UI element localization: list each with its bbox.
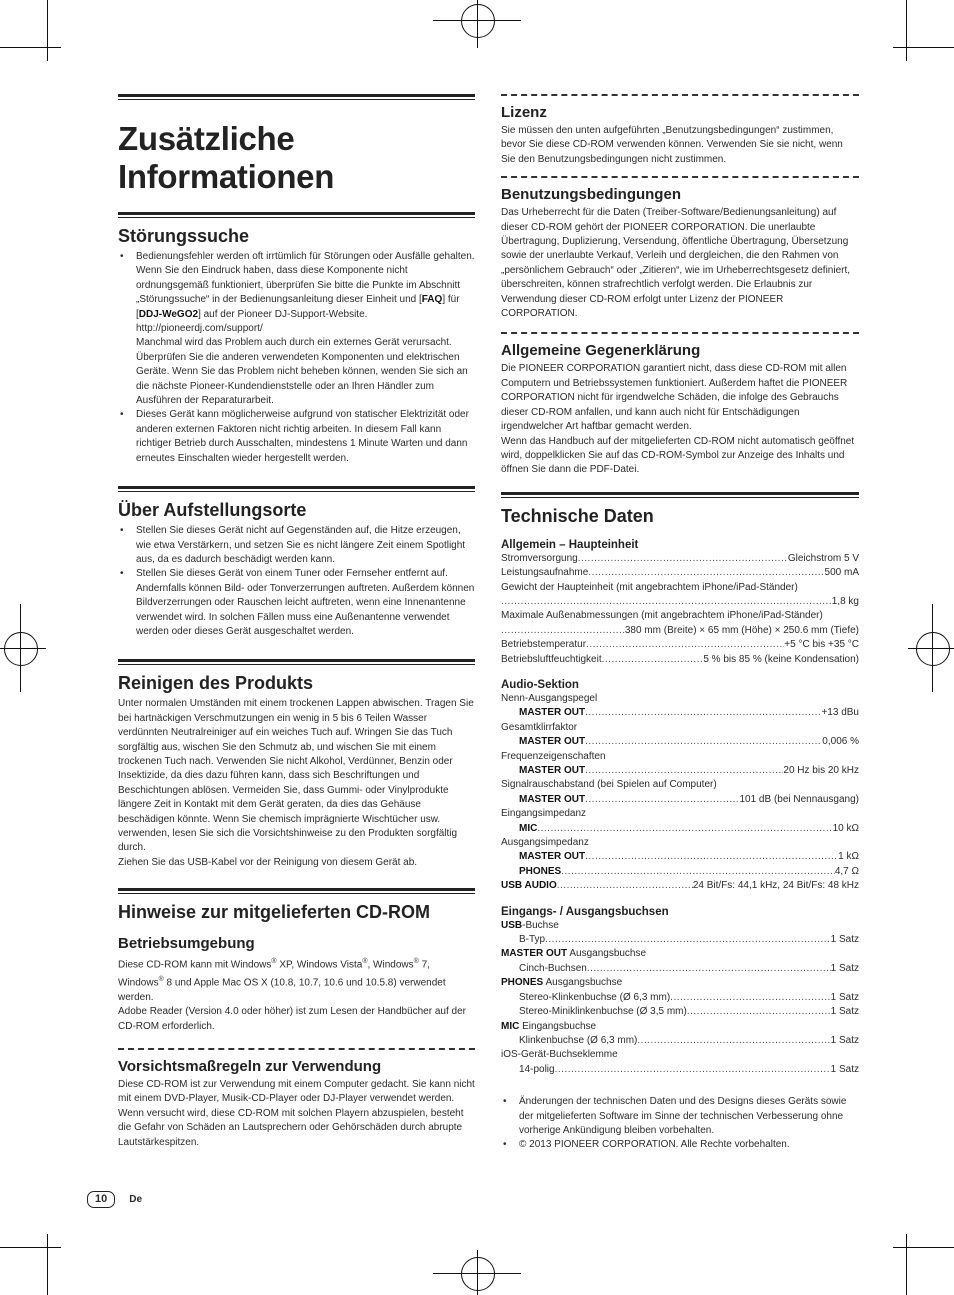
page-number: 10 (87, 1191, 115, 1208)
spec-label: Signalrauschabstand (bei Spielen auf Computer) (501, 779, 717, 791)
spec-row: MIC ..... 10 kΩ (501, 822, 859, 836)
crop-mark (47, 1234, 48, 1295)
caution-heading: Vorsichtsmaßregeln zur Verwendung (118, 1057, 382, 1075)
spec-label: USB-Buchse (501, 919, 559, 931)
spec-row: Leistungsaufnahme ..... 500 mA (501, 566, 859, 580)
spec-label: Frequenzeigenschaften (501, 750, 606, 762)
list-item: • Stellen Sie dieses Gerät nicht auf Gegenständen auf, die Hitze erzeugen, wie etwa Verstärkern, und setzen Sie es nicht längere Zeit einem Spotlight aus, da es dadurch beschädigt werden kann. (118, 524, 475, 567)
language-code: De (129, 1194, 143, 1205)
cleaning-heading: Reinigen des Produkts (118, 673, 314, 694)
page-footer (87, 1191, 142, 1208)
crop-mark (906, 1234, 907, 1295)
spec-row: MASTER OUT ..... +13 dBu (501, 706, 859, 720)
troubleshooting-list (118, 250, 475, 466)
spec-label: Maximale Außenabmessungen (mit angebrachtem iPhone/iPad-Ständer) (501, 610, 823, 622)
spec-label: MASTER OUT Ausgangsbuchse (501, 948, 647, 960)
spec-label: MIC Eingangsbuchse (501, 1020, 597, 1032)
section-rule (501, 492, 859, 498)
registration-mark (932, 604, 933, 692)
registration-mark (4, 632, 38, 666)
crop-mark (0, 1247, 61, 1248)
section-rule (118, 212, 475, 218)
spec-row: ..... 1,8 kg (501, 595, 859, 609)
registration-mark (461, 4, 495, 38)
subsection-rule (118, 1048, 475, 1050)
crop-mark (906, 0, 907, 61)
spec-row: B-Typ ..... 1 Satz (501, 933, 859, 947)
cdrom-heading: Hinweise zur mitgelieferten CD-ROM (118, 902, 431, 923)
crop-mark (893, 1247, 954, 1248)
list-item: • © 2013 PIONEER CORPORATION. Alle Rechte vorbehalten. (501, 1138, 859, 1152)
registration-mark (0, 648, 46, 649)
spec-row: Betriebsluftfeuchtigkeit ..... 5 % bis 85 % (keine Kondensation) (501, 653, 859, 667)
left-column (118, 94, 475, 1150)
env-text-2: Adobe Reader (Version 4.0 oder höher) ist zum Lesen der Handbücher auf der CD-ROM erforderlich. (118, 1006, 466, 1032)
registration-mark (477, 1250, 478, 1295)
registration-mark (461, 1257, 495, 1291)
spec-row: Klinkenbuchse (Ø 6,3 mm) ..... 1 Satz (501, 1034, 859, 1048)
section-rule (118, 659, 475, 665)
io-heading: Eingangs- / Ausgangsbuchsen (501, 905, 669, 918)
spec-row: Stereo-Miniklinkenbuchse (Ø 3,5 mm) ..... 1 Satz (501, 1005, 859, 1019)
crop-mark (47, 0, 48, 61)
spec-row: MASTER OUT ..... 101 dB (bei Nennausgang) (501, 793, 859, 807)
env-text: Diese CD-ROM kann mit Windows® XP, Windows Vista®, Windows® 7, Windows® 8 und Apple Mac OS X (10.8, 10.7, 10.6 und 10.5.8) verwendet werden. (118, 958, 446, 1003)
page-title: Zusätzliche Informationen (118, 120, 335, 195)
spec-row: PHONES ..... 4,7 Ω (501, 865, 859, 879)
audio-heading: Audio-Sektion (501, 678, 579, 691)
subsection-rule (501, 332, 859, 334)
spec-row: USB AUDIO ..... 24 Bit/Fs: 44,1 kHz, 24 Bit/Fs: 48 kHz (501, 879, 859, 893)
troubleshooting-heading: Störungssuche (118, 226, 250, 246)
list-item: • Änderungen der technischen Daten und des Designs dieses Geräts sowie der mitgelieferten Software im Sinne der technischen Verbesserung ohne vorherige Ankündigung bleiben vorbehalten. (501, 1095, 859, 1138)
disclaimer-text: Die PIONEER CORPORATION garantiert nicht, dass diese CD-ROM mit allen Computern und Betriebssystemen funktioniert. Außerdem haftet die PIONEER CORPORATION nicht für irgendwelche Schäden, die infolge des Gebrauchs dieser CD-ROM anfallen, und kann auch nicht für Entschädigungen irgendwelcher Art haftbar gemacht werden. (501, 363, 848, 433)
license-text: Sie müssen den unten aufgeführten „Benutzungsbedingungen“ zustimmen, bevor Sie diese CD-ROM verwenden können. Verwenden Sie sie nicht, wenn Sie den Benutzungsbedingungen nicht zustimmen. (501, 125, 843, 165)
spec-row: 14-polig ..... 1 Satz (501, 1063, 859, 1077)
placement-list (118, 524, 475, 639)
spec-row: Stromversorgung ..... Gleichstrom 5 V (501, 552, 859, 566)
spec-label: iOS-Gerät-Buchseklemme (501, 1049, 618, 1061)
spec-row: MASTER OUT ..... 1 kΩ (501, 850, 859, 864)
spec-row: Stereo-Klinkenbuchse (Ø 6,3 mm) ..... 1 Satz (501, 991, 859, 1005)
disclaimer-heading: Allgemeine Gegenerklärung (501, 342, 701, 360)
support-url: http://pioneerdj.com/support/ (136, 323, 263, 335)
registration-mark (477, 0, 478, 48)
registration-mark (20, 604, 21, 692)
terms-heading: Benutzungsbedingungen (501, 186, 681, 204)
spec-row: ..... 380 mm (Breite) × 65 mm (Höhe) × 250.6 mm (Tiefe) (501, 624, 859, 638)
subsection-rule (501, 94, 859, 96)
list-item: • Bedienungsfehler werden oft irrtümlich für Störungen oder Ausfälle gehalten. Wenn Sie den Eindruck haben, dass diese Komponente nicht ordnungsgemäß funktioniert, überprüfen Sie bitte die Punkte im Abschnitt „Störungssuche“ in der Bedienungsanleitung dieser Einheit und [FAQ] für [DDJ-WeGO2] auf der Pioneer DJ-Support-Website. http://pioneerdj.com/support/ Manchmal wird das Problem auch durch ein externes Gerät verursacht. Überprüfen Sie die anderen verwendeten Komponenten und elektrischen Geräte. Wenn Sie das Problem nicht beheben können, wenden Sie sich an die nächste Pioneer-Kundendienststelle oder an Ihren Händler zum Ausführen der Reparaturarbeit. (118, 250, 475, 408)
crop-mark (0, 47, 61, 48)
spec-row: MASTER OUT ..... 20 Hz bis 20 kHz (501, 764, 859, 778)
terms-text: Das Urheberrecht für die Daten (Treiber-Software/Bedienungsanleitung) auf dieser CD-ROM gehört der PIONEER CORPORATION. Die unerlaubte Übertragung, Duplizierung, Versendung, öffentliche Übertragung, Übersetzung sowie der unerlaubte Verkauf, Verleih und dergleichen, die den Rahmen von „persönlichem Gebrauch“ oder „Zitieren“, wie im Urheberrechtsgesetz definiert, überschreiten, können strafrechtlich verfolgt werden. Die Erlaubnis zur Verwendung dieser CD-ROM erfolgt unter Lizenz der PIONEER CORPORATION. (501, 207, 851, 320)
list-item: • Stellen Sie dieses Gerät von einem Tuner oder Fernseher entfernt auf. Andernfalls können Bild- oder Tonverzerrungen auftreten. Außerdem können Bildverzerrungen oder Rauschen leicht auftreten, wenn eine Innenantenne verwendet wird. In solchen Fällen muss eine Außenantenne verwendet werden oder dieses Gerät ausgeschaltet werden. (118, 567, 475, 639)
cleaning-text: Unter normalen Umständen mit einem trockenen Lappen abwischen. Tragen Sie bei hartnäckigen Verschmutzungen ein wenig in 5 bis 6 Teilen Wasser verdünnten Neutralreiniger auf ein weiches Tuch auf. Wringen Sie das Tuch sorgfältig aus, wischen Sie den Schmutz ab, und wischen Sie mit einem trockenen Tuch nach. Verwenden Sie nicht Alkohol, Verdünner, Benzin oder Insektizide, da dies dazu führen kann, dass sich Beschriftungen und Beschichtungen ablösen. Vermeiden Sie, dass Gummi- oder Vinylprodukte längere Zeit in Kontakt mit dem Gerät geraten, da dies das Gehäuse beschädigen könnte. Wenn Sie chemisch imprägnierte Wischtücher usw. verwenden, lesen Sie sich die Vorsichtshinweise zu den Produkten sorgfältig durch. (118, 698, 474, 854)
license-heading: Lizenz (501, 104, 547, 121)
section-rule (118, 888, 475, 894)
env-heading: Betriebsumgebung (118, 935, 255, 953)
general-heading: Allgemein – Haupteinheit (501, 538, 639, 551)
spec-label: Nenn-Ausgangspegel (501, 692, 598, 704)
crop-mark (893, 47, 954, 48)
caution-text: Diese CD-ROM ist zur Verwendung mit einem Computer gedacht. Sie kann nicht mit einem DVD-Player, Musik-CD-Player oder DJ-Player verwendet werden. Wenn versucht wird, diese CD-ROM mit solchen Playern abzuspielen, besteht die Gefahr von Schäden an Lautsprechern oder Gehörschäden durch abrupte Lautstärkespitzen. (118, 1078, 475, 1148)
right-column (501, 94, 859, 1153)
spec-label: Gesamtklirrfaktor (501, 721, 578, 733)
spec-row: Betriebstemperatur ..... +5 °C bis +35 °C (501, 638, 859, 652)
disclaimer-text-2: Wenn das Handbuch auf der mitgelieferten CD-ROM nicht automatisch geöffnet wird, doppelklicken Sie auf das CD-ROM-Symbol zur Anzeige des Inhalts und öffnen Sie dann die PDF-Datei. (501, 435, 855, 476)
specs-notes (501, 1095, 859, 1153)
spec-label: Gewicht der Haupteinheit (mit angebrachtem iPhone/iPad-Ständer) (501, 581, 798, 593)
spec-label: Ausgangsimpedanz (501, 837, 589, 849)
placement-heading: Über Aufstellungsorte (118, 500, 307, 521)
spec-label: Eingangsimpedanz (501, 808, 587, 820)
spec-label: PHONES Ausgangsbuchse (501, 977, 623, 989)
registration-mark (908, 648, 954, 649)
spec-row: Cinch-Buchsen ..... 1 Satz (501, 962, 859, 976)
faq-label: FAQ (421, 294, 443, 306)
registration-mark (916, 632, 950, 666)
section-rule (118, 486, 475, 492)
title-rule (118, 94, 475, 100)
list-item: • Dieses Gerät kann möglicherweise aufgrund von statischer Elektrizität oder anderen externen Faktoren nicht richtig arbeiten. In diesem Fall kann richtiger Betrieb durch Ausschalten, mindestens 1 Minute Warten und dann erneutes Einschalten wieder hergestellt werden. (118, 408, 475, 466)
subsection-rule (501, 176, 859, 178)
model-label: DDJ-WeGO2 (138, 308, 199, 320)
cleaning-text-2: Ziehen Sie das USB-Kabel vor der Reinigung von diesem Gerät ab. (118, 856, 418, 868)
spec-row: MASTER OUT ..... 0,006 % (501, 735, 859, 749)
specs-heading: Technische Daten (501, 505, 654, 526)
